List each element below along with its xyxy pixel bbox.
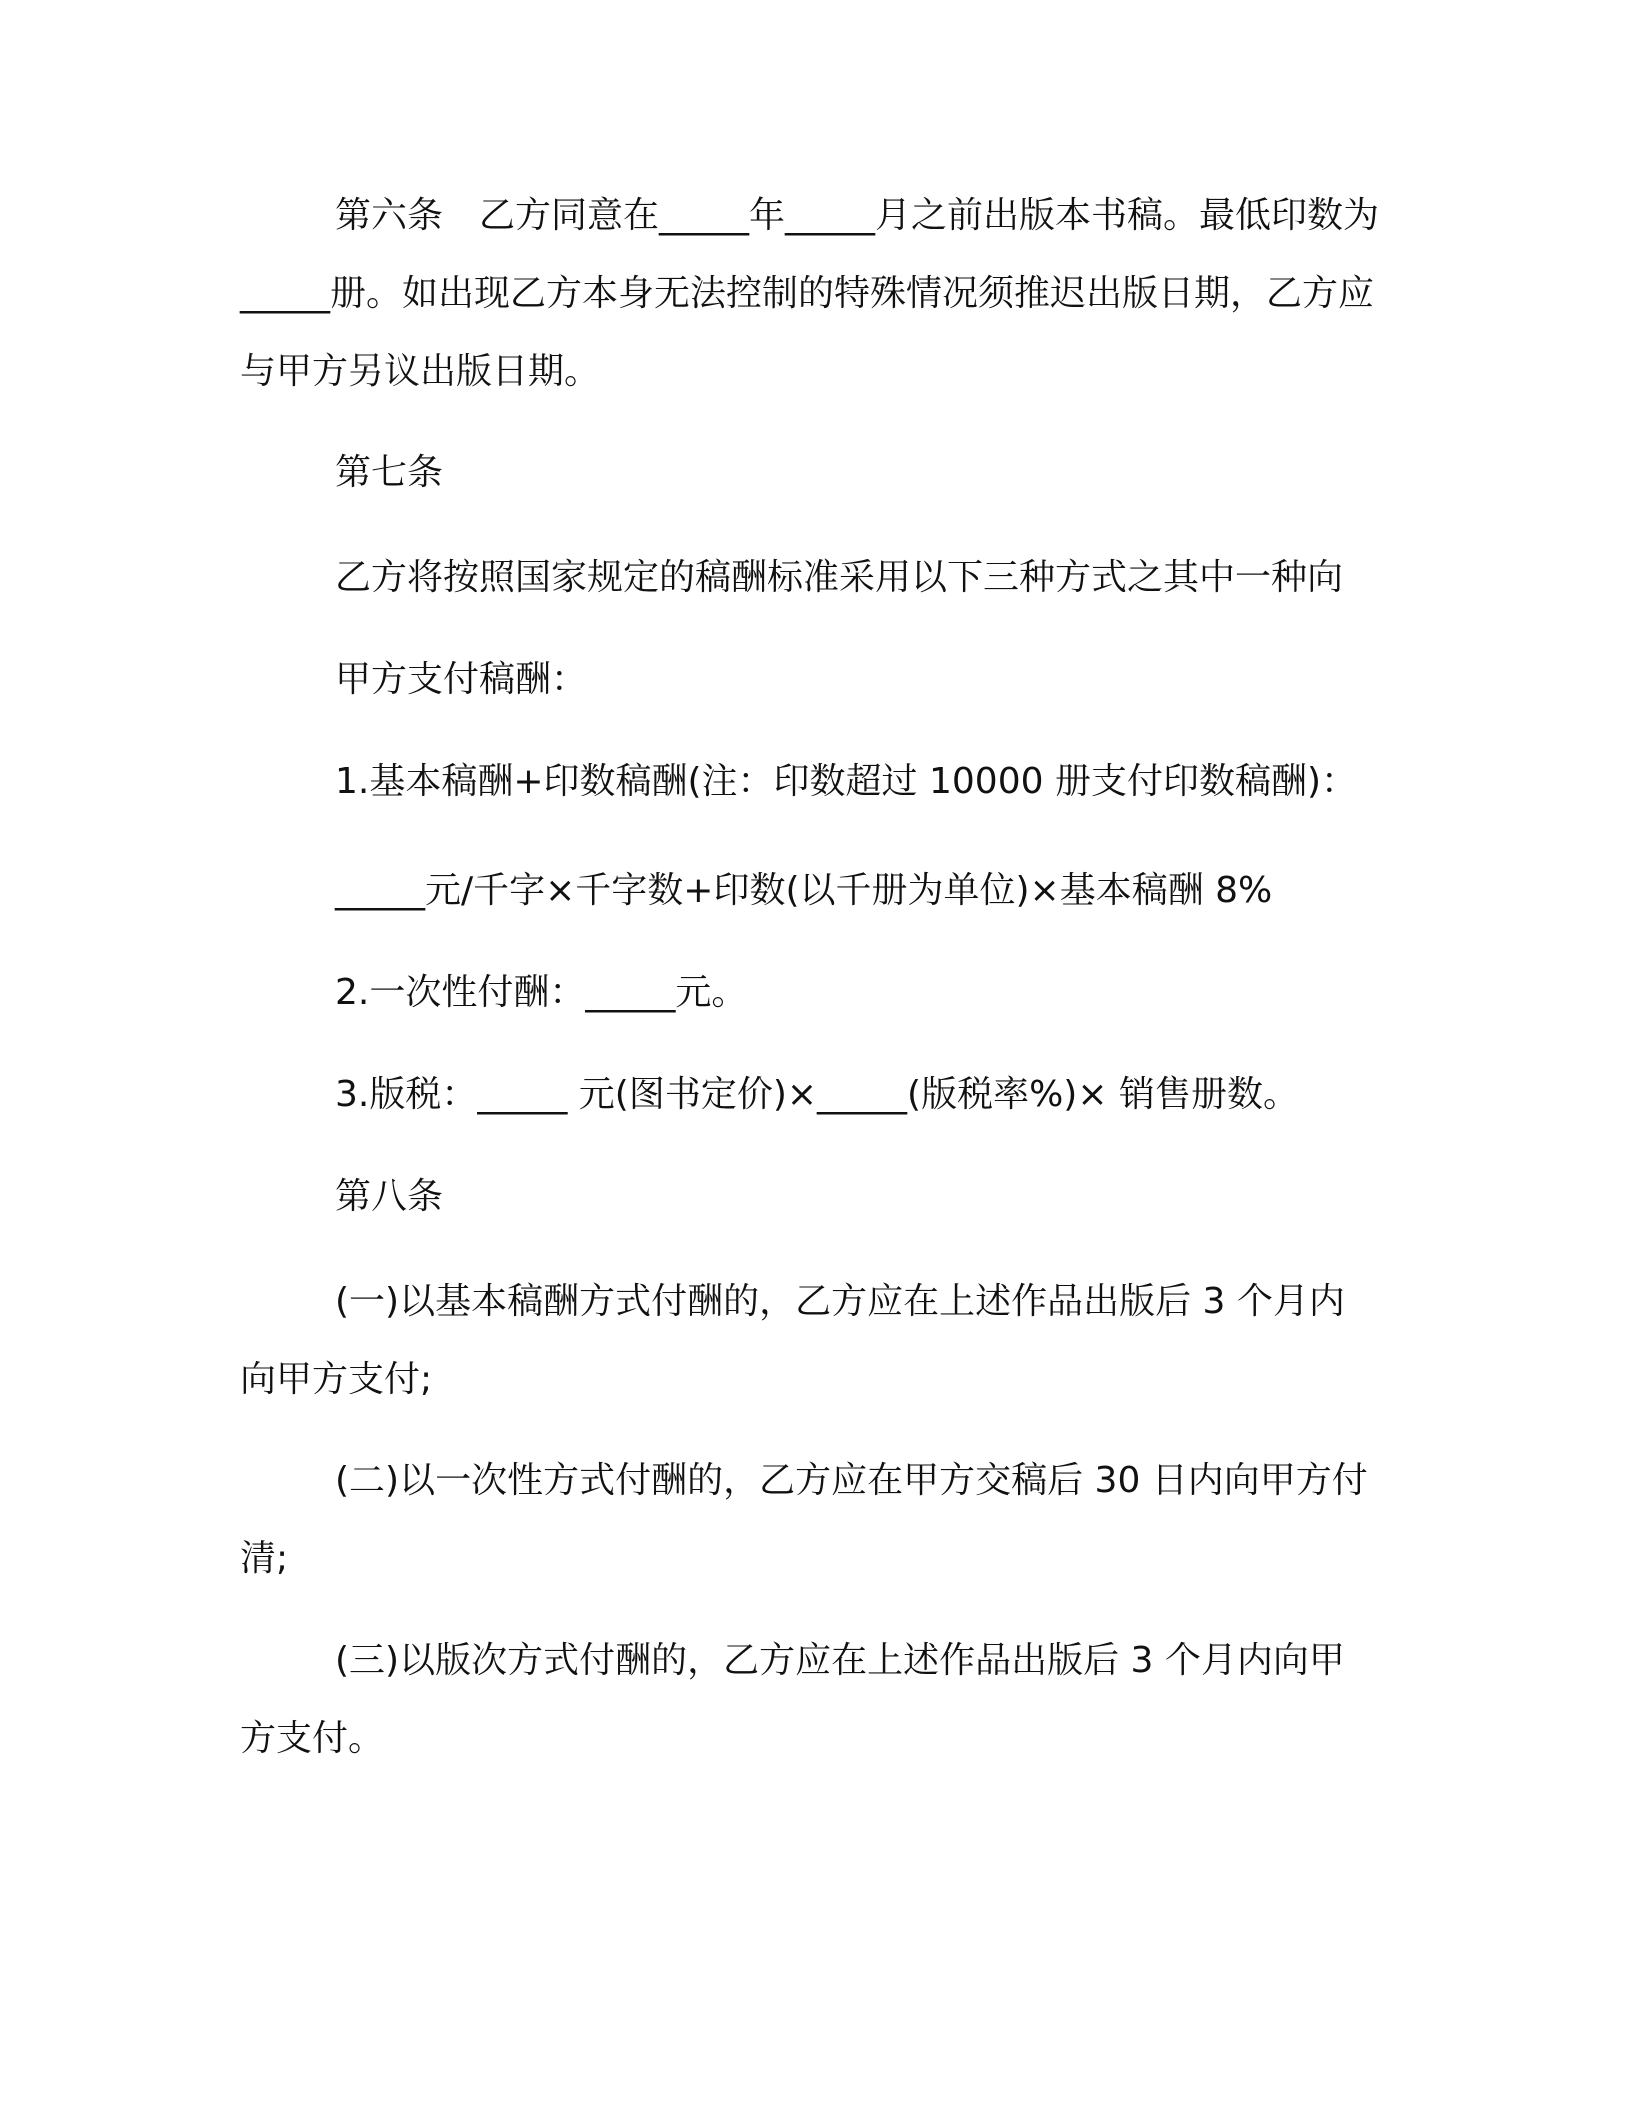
- article8-clause3: (三)以版次方式付酬的，乙方应在上述作品出版后 3 个月内向甲方支付。: [240, 1640, 1345, 1759]
- article7-option3: 3.版税：_____ 元(图书定价)×_____(版税率%)× 销售册数。: [335, 1074, 1299, 1115]
- article7-option2: 2.一次性付酬：_____元。: [335, 972, 748, 1013]
- article7-option1-formula: _____元/千字×千字数+印数(以千册为单位)×基本稿酬 8%: [335, 870, 1273, 911]
- article6-paragraph: 第六条 乙方同意在_____年_____月之前出版本书稿。最低印数为_____册。如出现乙方本身无法控制的特殊情况须推迟出版日期，乙方应与甲方另议出版日期。: [240, 195, 1380, 392]
- article7-intro-line1: 乙方将按照国家规定的稿酬标准采用以下三种方式之其中一种向: [335, 557, 1344, 598]
- article8-clause2: (二)以一次性方式付酬的，乙方应在甲方交稿后 30 日内向甲方付清;: [240, 1460, 1368, 1579]
- article8-heading: 第八条: [335, 1176, 444, 1217]
- article8-clause1: (一)以基本稿酬方式付酬的，乙方应在上述作品出版后 3 个月内向甲方支付;: [240, 1281, 1345, 1400]
- article7-option1: 1.基本稿酬+印数稿酬(注：印数超过 10000 册支付印数稿酬)：: [335, 761, 1358, 802]
- article7-intro-line2: 甲方支付稿酬：: [335, 659, 588, 700]
- article7-heading: 第七条: [335, 452, 444, 493]
